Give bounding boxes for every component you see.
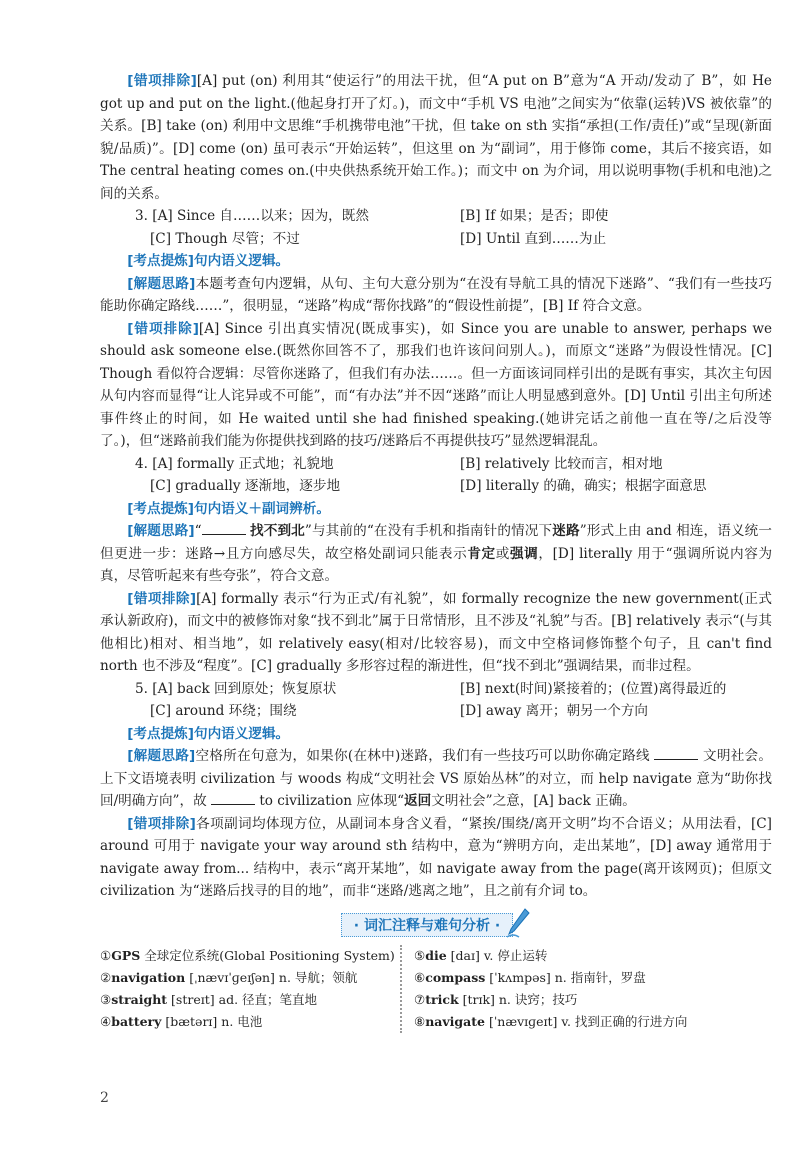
vocab-word: compass (425, 969, 486, 985)
vocab-item (100, 1011, 400, 1033)
q5-idea-paragraph (100, 745, 772, 813)
point-tag: [考点提炼] (127, 725, 194, 742)
q4-option-c: [C] gradually 逐渐地，逐步地 (150, 478, 341, 494)
page-number: 2 (100, 1090, 109, 1106)
exclude-tag: [错项排除] (127, 73, 197, 89)
q4-point-text: 句内语义＋副词辨析。 (194, 500, 330, 517)
vocab-num: ④ (100, 1013, 112, 1029)
q3-exclude-text: [A] Since 引出真实情况(既成事实)，如 Since you are unable to answer, perhaps we should ask someone else.(既然你回答不了，那我们也许该问问别人。)，而原文“迷路”为假设性情况。[C] Though 看似符合逻辑：尽管你迷路了，但我们有办法……。但一方面该词同样引出的是既有事实，其次主句因从句内容而显得“让人诧异或不可能”，而“有办法”并不因“迷路”而让人明显感到意外。[D] Until 引出主句所述事件终止的时间，如 He waited until she had finished speaking.(她讲完话之前他一直在等/之后没等了。)，但“迷路前我们能为你提供找到路的技巧/迷路后不再提供技巧”显然逻辑混乱。 (100, 320, 772, 449)
q4-idea-bold3: 肯定 (467, 545, 496, 562)
q3-point-text: 句内语义逻辑。 (194, 253, 290, 269)
vocab-item (100, 989, 400, 1011)
q3-idea-paragraph (100, 273, 772, 318)
answer-blank (654, 747, 698, 760)
q4-exclude-text: [A] formally 表示“行为正式/有礼貌”，如 formally recognize the new government(正式承认新政府)，而文中的被修饰对象“找不到北”属于日常情形，且不涉及“礼貌”与否。[B] relatively 表示“(与其他相比)相对、相当地”，如 relatively easy(相对/比较容易)，而文中空格词修饰整个句子，且 can't find north 也不涉及“程度”。[C] gradually 多形容过程的渐进性，但“找不到北”强调结果，而非过程。 (100, 590, 772, 674)
vocab-def: [ˈkʌmpəs] n. 指南针，罗盘 (485, 969, 646, 985)
q4-idea-pre: “ (194, 523, 202, 539)
vocab-section-header (341, 913, 531, 937)
q3-idea-text: 本题考查句内逻辑，从句、主句大意分别为“在没有导航工具的情况下迷路”、“我们有一些技巧能助你确定路线……”，很明显，“迷路”构成“帮你找路”的“假设性前提”，[B] If 符合文意。 (100, 275, 772, 314)
q5-point-text: 句内语义逻辑。 (194, 725, 290, 742)
q4-idea-bold2: 迷路 (552, 523, 580, 539)
q4-idea-or: 或 (495, 545, 510, 562)
q5-exclude-paragraph (100, 813, 772, 903)
vocab-def: [streɪt] ad. 径直；笔直地 (167, 991, 318, 1007)
vocab-num: ⑥ (414, 969, 426, 985)
vocab-def: [bætərɪ] n. 电池 (161, 1013, 263, 1029)
vocab-column-right (400, 945, 714, 1033)
vocab-num: ③ (100, 991, 112, 1007)
vocab-item (100, 945, 400, 967)
vocab-num: ② (100, 969, 112, 985)
q3-option-a: 3. [A] Since 自……以来；因为，既然 (135, 208, 369, 224)
q5-idea-3: to civilization 应体现“ (259, 793, 405, 809)
idea-tag: [解题思路] (127, 748, 196, 764)
q3-exclude-paragraph (100, 318, 772, 453)
vocab-num: ⑧ (414, 1013, 426, 1029)
q5-options-row1 (100, 678, 772, 701)
vocab-item (414, 945, 714, 967)
q2-exclude-paragraph (100, 70, 772, 205)
q5-idea-bold: 返回 (404, 793, 432, 809)
q5-idea-1: 空格所在句意为，如果你(在林中)迷路，我们有一些技巧可以助你确定路线 (195, 748, 650, 764)
q4-option-a: 4. [A] formally 正式地；礼貌地 (135, 455, 334, 472)
q3-options-row2 (100, 228, 772, 251)
q5-option-d: [D] away 离开；朝另一个方向 (460, 703, 649, 719)
vocab-word: battery (111, 1013, 162, 1029)
vocab-def: 全球定位系统(Global Positioning System) (140, 947, 395, 963)
q4-idea-mid2: ”形式上由 and 相连，语义统一但更进一步：迷路→且方向感尽失，故空格处副词只能表示 (100, 523, 772, 562)
exclude-tag: [错项排除] (127, 320, 199, 337)
exclude-tag: [错项排除] (127, 815, 196, 832)
vocab-def: [trɪk] n. 诀窍；技巧 (458, 991, 578, 1007)
answer-blank (202, 522, 246, 535)
q4-point (100, 498, 772, 521)
vocab-list (100, 945, 772, 1033)
idea-tag: [解题思路] (127, 275, 196, 292)
q5-idea-4: 文明社会”之意，[A] back 正确。 (431, 793, 636, 809)
vocab-word: die (425, 947, 447, 963)
exclude-tag: [错项排除] (127, 590, 197, 607)
q3-options-row1 (100, 205, 772, 228)
vocab-num: ① (100, 947, 112, 963)
vocab-item (414, 967, 714, 989)
vocab-word: navigate (425, 1013, 485, 1029)
q5-point (100, 723, 772, 746)
vocab-title: · 词汇注释与难句分析 · (341, 913, 513, 937)
vocab-item (414, 989, 714, 1011)
q5-options-row2 (100, 700, 772, 723)
vocab-num: ⑤ (414, 947, 426, 963)
vocab-def: [ˈnævɪɡeɪt] v. 找到正确的行进方向 (484, 1013, 688, 1029)
pen-icon (505, 907, 531, 939)
q4-idea-mid: ”与其前的“在没有手机和指南针的情况下 (304, 523, 553, 539)
answer-blank (211, 792, 255, 805)
q5-option-b: [B] next(时间)紧接着的；(位置)离得最近的 (460, 680, 727, 697)
vocab-item (100, 967, 400, 989)
q4-idea-end: ，[D] literally 用于“强调所说内容为真，尽管听起来有些夸张”，符合文意。 (100, 545, 773, 584)
q3-option-b: [B] If 如果；是否；即使 (460, 208, 609, 224)
q5-option-a: 5. [A] back 回到原处；恢复原状 (135, 680, 337, 697)
vocab-def: [ˌnævɪˈɡeɪʃən] n. 导航；领航 (185, 969, 358, 985)
q4-options-row2 (100, 475, 772, 498)
vocab-word: navigation (111, 969, 186, 985)
vocab-word: trick (425, 991, 459, 1007)
idea-tag: [解题思路] (127, 523, 195, 539)
vocab-word: straight (111, 991, 168, 1007)
q4-option-b: [B] relatively 比较而言，相对地 (460, 455, 663, 472)
vocab-num: ⑦ (414, 991, 426, 1007)
q4-idea-bold1: 找不到北 (250, 523, 305, 539)
point-tag: [考点提炼] (127, 253, 194, 269)
q3-option-c: [C] Though 尽管；不过 (150, 230, 300, 247)
q4-options-row1 (100, 453, 772, 476)
q5-idea-2: 文明社会。上下文语境表明 civilization 与 woods 构成“文明社会 VS 原始丛林”的对立，而 help navigate 意为“助你找回/明确方向”，故 (100, 748, 772, 809)
vocab-item (414, 1011, 714, 1033)
point-tag: [考点提炼] (127, 500, 194, 517)
q3-option-d: [D] Until 直到……为止 (460, 230, 607, 247)
q5-exclude-text: 各项副词均体现方位，从副词本身含义看，“紧挨/围绕/离开文明”均不合语义；从用法看，[C] around 可用于 navigate your way around sth 结构中，意为“辨明方向，走出某地”，[D] away 通常用于 navigate away from... 结构中，表示“离开某地”，如 navigate away from the page(离开该网页)；但原文 civilization 为“迷路后找寻的目的地”，而非“迷路/逃离之地”，且之前有介词 to。 (100, 815, 772, 899)
vocab-column-left (100, 945, 400, 1033)
q3-point (100, 250, 772, 273)
vocab-word: GPS (111, 947, 141, 963)
q4-exclude-paragraph (100, 588, 772, 678)
q4-option-d: [D] literally 的确，确实；根据字面意思 (460, 478, 707, 494)
q5-option-c: [C] around 环绕；围绕 (150, 703, 297, 719)
vocab-def: [daɪ] v. 停止运转 (446, 947, 548, 963)
q4-idea-bold4: 强调 (509, 545, 539, 562)
q2-exclude-text: [A] put (on) 利用其“使运行”的用法干扰，但“A put on B”意为“A 开动/发动了 B”，如 He got up and put on the light.(他起身打开了灯。)，而文中“手机 VS 电池”之间实为“依靠(运转)VS 被依靠”的关系。[B] take (on) 利用中文思维“手机携带电池”干扰，但 take on sth 实指“承担(工作/责任)”或“呈现(新面貌/品质)”。[D] come (on) 虽可表示“开始运转”，但这里 on 为“副词”，用于修饰 come，其后不接宾语，如 The central heating comes on.(中央供热系统开始工作。)；而文中 on 为介词，用以说明事物(手机和电池)之间的关系。 (100, 73, 772, 202)
q4-idea-paragraph (100, 520, 772, 588)
